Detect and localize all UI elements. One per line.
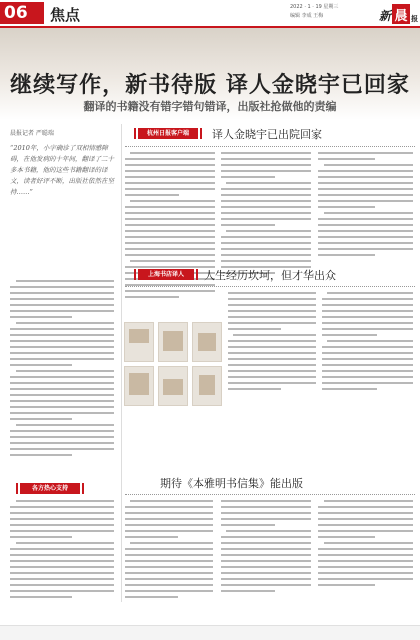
headline: 继续写作，新书待版 译人金晓宇已回家 bbox=[10, 73, 410, 98]
lead-quote: “2010年，小宇确诊了双相情感障碍，在他发病的十年间，翻译了二十多本书籍，他的这些书籍翻译的译文，读者好评不断，出版社依然在坚持……” bbox=[10, 144, 114, 196]
book-cover-image bbox=[158, 322, 188, 362]
section-heading-2: 人生经历坎坷，但才华出众 bbox=[204, 269, 336, 282]
text-column bbox=[10, 280, 114, 460]
masthead-logo: 新 晨 报 bbox=[379, 0, 418, 24]
issue-editor: 编辑 李成 王梅 bbox=[290, 13, 324, 19]
issue-date: 2022 · 1 · 19 星期三 bbox=[290, 4, 339, 10]
book-cover-image bbox=[192, 322, 222, 362]
text-column bbox=[322, 292, 413, 394]
text-column bbox=[221, 500, 311, 596]
book-cover-image bbox=[124, 366, 154, 406]
text-column bbox=[221, 152, 311, 278]
text-column bbox=[228, 292, 316, 394]
section-rule-2 bbox=[125, 286, 415, 288]
section-tag-1: 杭州日报客户端 bbox=[138, 128, 198, 139]
section-heading-3: 期待《本雅明书信集》能出版 bbox=[160, 477, 303, 490]
subheadline: 翻译的书籍没有错字错句错译，出版社抢做他的责编 bbox=[83, 100, 337, 113]
page-header bbox=[0, 0, 420, 26]
section-rule-3 bbox=[125, 494, 415, 496]
byline: 晨报记者 严聪瑞 bbox=[10, 130, 54, 137]
book-cover-image bbox=[124, 322, 154, 362]
section-name: 焦点 bbox=[50, 6, 81, 24]
column-divider bbox=[121, 124, 122, 602]
text-column bbox=[10, 500, 114, 602]
page-number: 06 bbox=[0, 2, 44, 24]
section-tag-2: 上海书店译人 bbox=[138, 269, 194, 280]
text-column bbox=[318, 500, 413, 590]
section-rule-1 bbox=[125, 146, 415, 148]
text-column bbox=[125, 500, 213, 602]
page-footer bbox=[0, 625, 420, 640]
section-tag-3: 各方热心支持 bbox=[20, 483, 80, 494]
book-cover-image bbox=[192, 366, 222, 406]
book-cover-image bbox=[158, 366, 188, 406]
text-column bbox=[318, 152, 413, 260]
section-heading-1: 译人金晓宇已出院回家 bbox=[212, 128, 322, 141]
